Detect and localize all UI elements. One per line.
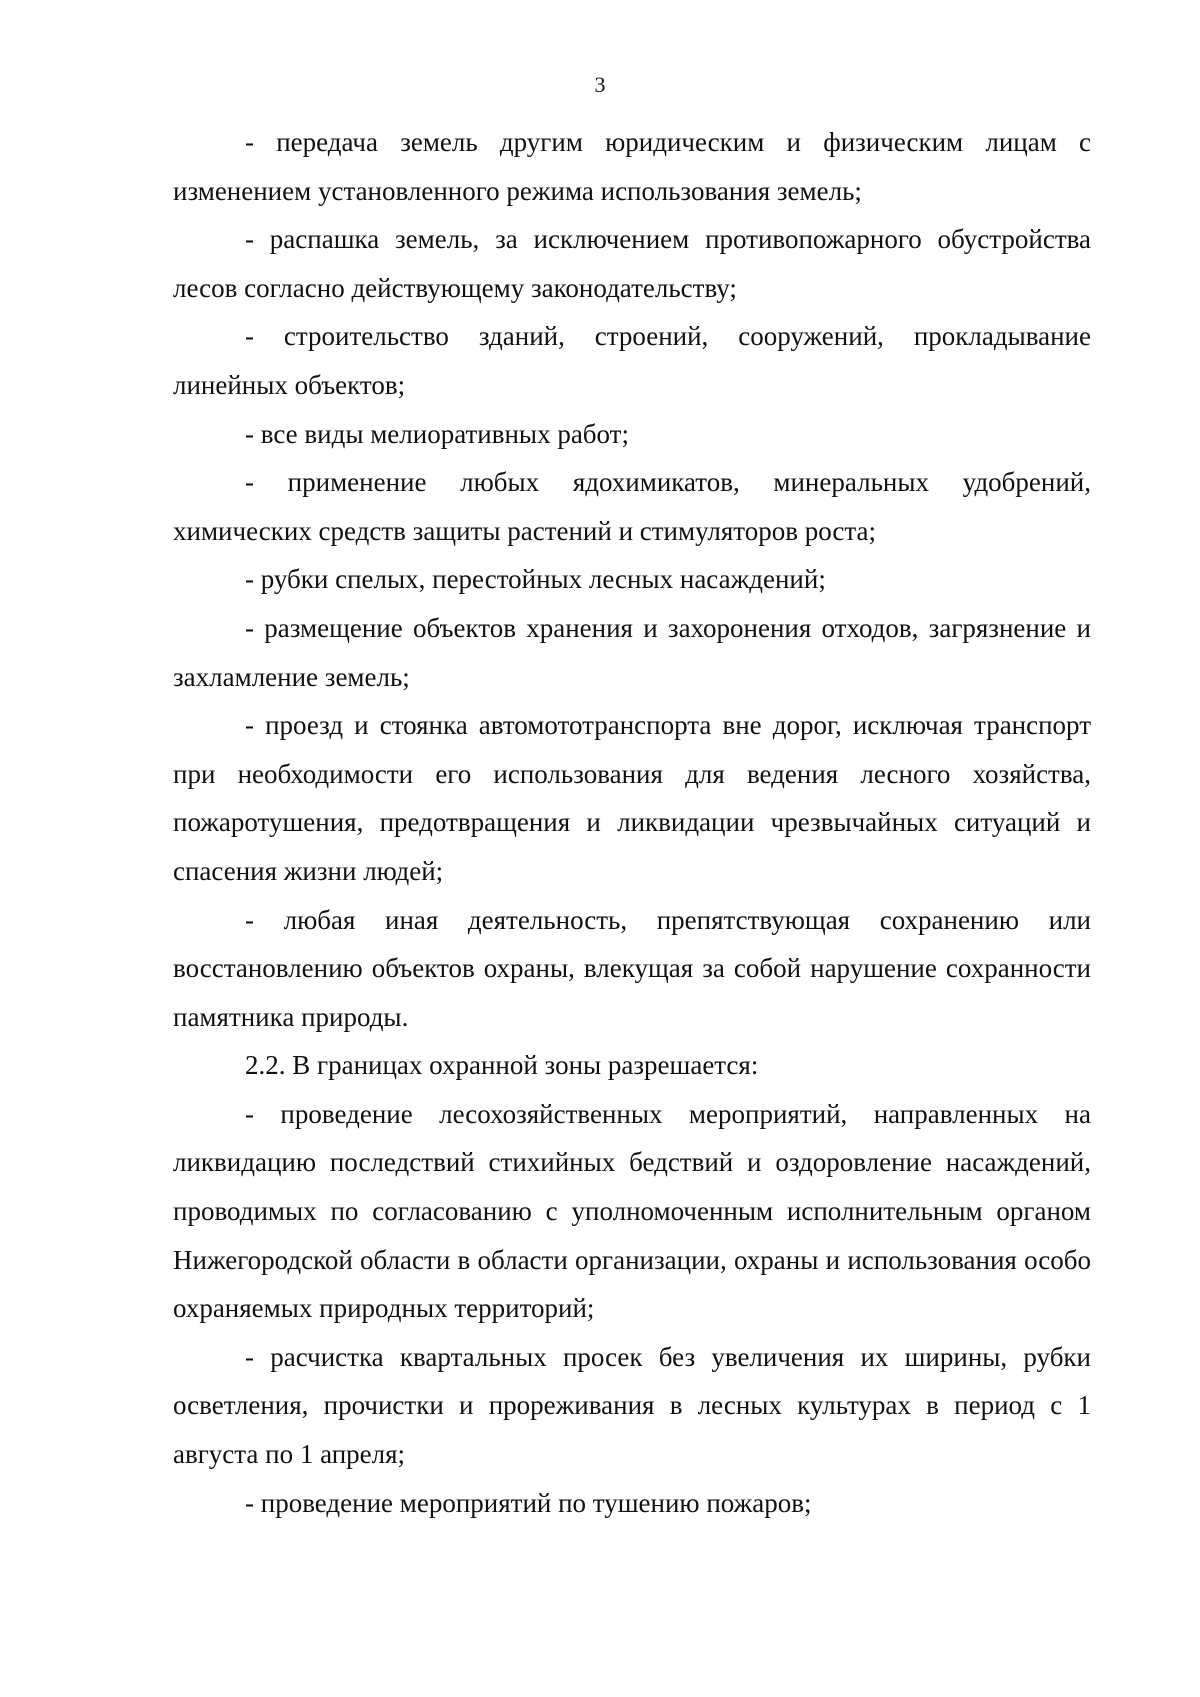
- paragraph-land-transfer: - передача земель другим юридическим и физическим лицам с изменением установленного режима использования земель;: [173, 127, 1091, 206]
- document-body: [173, 118, 1091, 1527]
- paragraph-firefighting: - проведение мероприятий по тушению пожаров;: [245, 1487, 812, 1518]
- paragraph-waste: - размещение объектов хранения и захоронения отходов, загрязнение и захламление земель;: [173, 612, 1091, 692]
- paragraph-chemicals: - применение любых ядохимикатов, минеральных удобрений, химических средств защиты растений и стимуляторов роста;: [173, 467, 1091, 546]
- paragraph-forestry-measures: - проведение лесохозяйственных мероприятий, направленных на ликвидацию последствий стихийных бедствий и оздоровление насаждений, проводимых по согласованию с уполномоченным исполнительным органом Нижегородской области в области организации, охраны и использования особо охраняемых природных территорий;: [173, 1098, 1091, 1324]
- paragraph-logging: - рубки спелых, перестойных лесных насаждений;: [245, 564, 826, 595]
- paragraph-other-activity: - любая иная деятельность, препятствующая сохранению или восстановлению объектов охраны, влекущая за собой нарушение сохранности памятника природы.: [173, 904, 1091, 1032]
- section-heading-2-2: 2.2. В границах охранной зоны разрешается:: [245, 1050, 759, 1081]
- paragraph-construction: - строительство зданий, строений, сооружений, прокладывание линейных объектов;: [173, 321, 1091, 400]
- paragraph-melioration: - все виды мелиоративных работ;: [245, 418, 629, 449]
- paragraph-clearing: - расчистка квартальных просек без увеличения их ширины, рубки осветления, прочистки и прореживания в лесных культурах в период с 1 августа по 1 апреля;: [173, 1341, 1091, 1470]
- paragraph-plowing: - распашка земель, за исключением противопожарного обустройства лесов согласно действующему законодательству;: [173, 224, 1091, 303]
- paragraph-vehicles: - проезд и стоянка автомототранспорта вне дорог, исключая транспорт при необходимости его использования для ведения лесного хозяйства, пожаротушения, предотвращения и ликвидации чрезвычайных ситуаций и спасения жизни людей;: [173, 710, 1091, 886]
- page-number: 3: [594, 72, 606, 97]
